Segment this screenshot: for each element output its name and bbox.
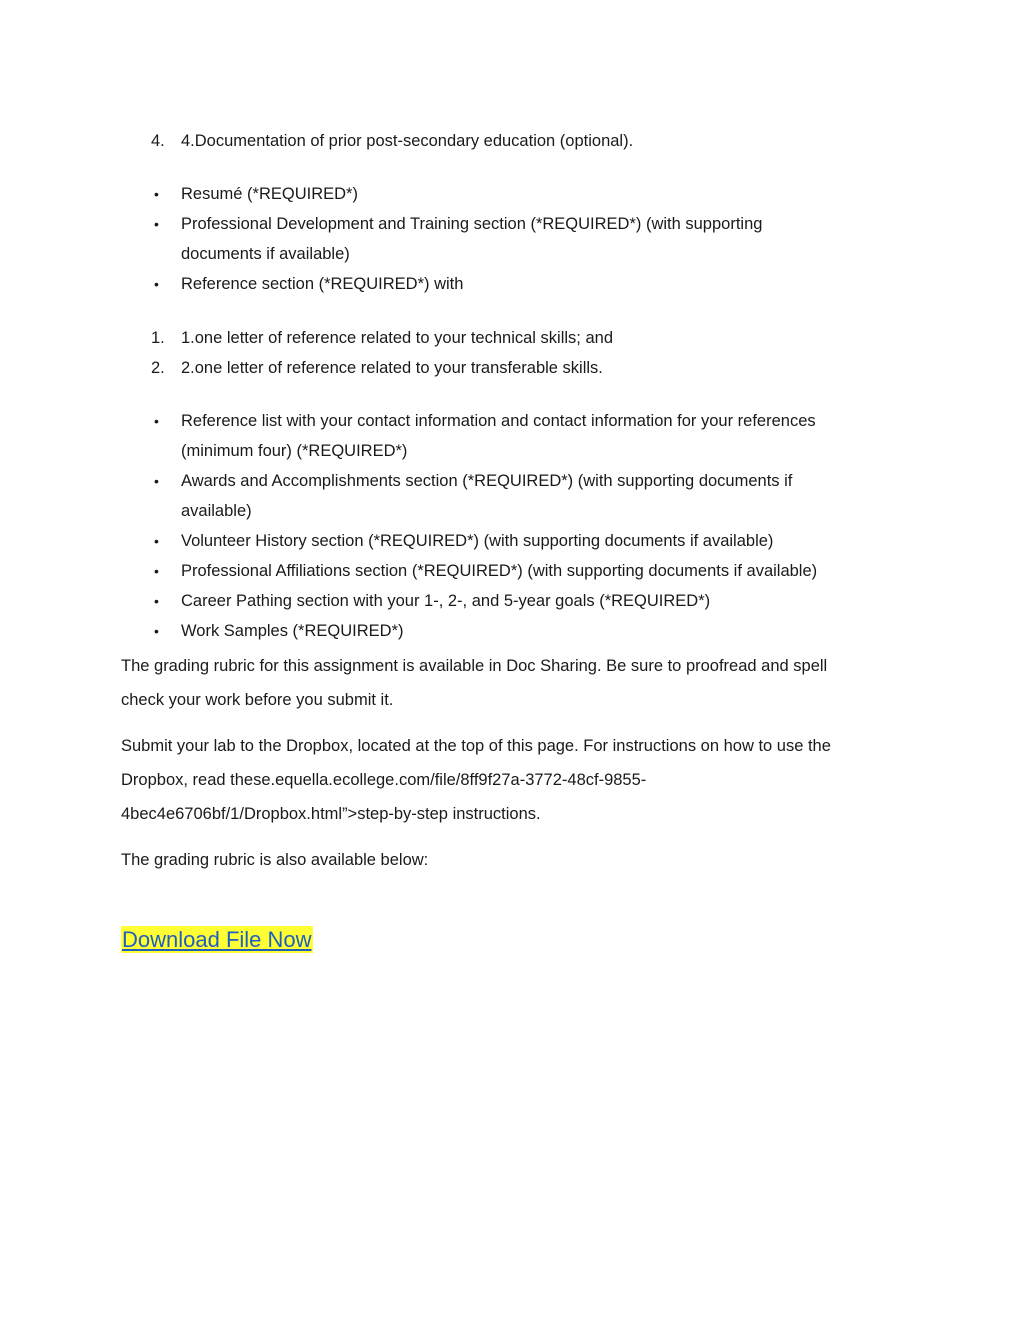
list-item-text: Awards and Accomplishments section (*REQUIRED*) (with supporting documents if xyxy=(181,472,793,490)
paragraph-line: The grading rubric for this assignment is available in Doc Sharing. Be sure to proofread and spell xyxy=(121,657,828,675)
list-item-text: Professional Affiliations section (*REQUIRED*) (with supporting documents if available) xyxy=(181,562,818,580)
bullet-glyph: • xyxy=(154,593,159,609)
bullet-glyph: • xyxy=(154,623,159,639)
list-item-text: 1.one letter of reference related to your technical skills; and xyxy=(181,329,613,347)
list-item-text: Resumé (*REQUIRED*) xyxy=(181,185,358,203)
bullet-glyph: • xyxy=(154,186,159,202)
list-marker: 2. xyxy=(151,359,165,377)
list-item-text: Volunteer History section (*REQUIRED*) (with supporting documents if available) xyxy=(181,532,774,550)
list-item-text: Reference list with your contact information and contact information for your references xyxy=(181,412,816,430)
paragraph-line: 4bec4e6706bf/1/Dropbox.html”>step-by-step instructions. xyxy=(121,805,541,823)
download-file-link[interactable]: Download File Now xyxy=(122,927,312,952)
list-item-text: Professional Development and Training section (*REQUIRED*) (with supporting xyxy=(181,215,763,233)
paragraph-line: Submit your lab to the Dropbox, located at the top of this page. For instructions on how to use the xyxy=(121,737,831,755)
bullet-glyph: • xyxy=(154,276,159,292)
list-marker: 1. xyxy=(151,329,165,347)
bullet-glyph: • xyxy=(154,413,159,429)
list-item-text: 4.Documentation of prior post-secondary education (optional). xyxy=(181,132,634,150)
bullet-glyph: • xyxy=(154,563,159,579)
bullet-glyph: • xyxy=(154,533,159,549)
bullet-glyph: • xyxy=(154,473,159,489)
bullet-glyph: • xyxy=(154,216,159,232)
list-item-text: (minimum four) (*REQUIRED*) xyxy=(181,442,408,460)
list-item-text: 2.one letter of reference related to your transferable skills. xyxy=(181,359,603,377)
list-item-text: available) xyxy=(181,502,252,520)
list-item-text: Reference section (*REQUIRED*) with xyxy=(181,275,464,293)
list-marker: 4. xyxy=(151,132,165,150)
paragraph-line: check your work before you submit it. xyxy=(121,691,394,709)
list-item-text: Work Samples (*REQUIRED*) xyxy=(181,622,404,640)
paragraph-line: Dropbox, read these.equella.ecollege.com/file/8ff9f27a-3772-48cf-9855- xyxy=(121,771,647,789)
list-item-text: Career Pathing section with your 1-, 2-, and 5-year goals (*REQUIRED*) xyxy=(181,592,711,610)
paragraph-line: The grading rubric is also available below: xyxy=(121,851,429,869)
list-item-text: documents if available) xyxy=(181,245,350,263)
